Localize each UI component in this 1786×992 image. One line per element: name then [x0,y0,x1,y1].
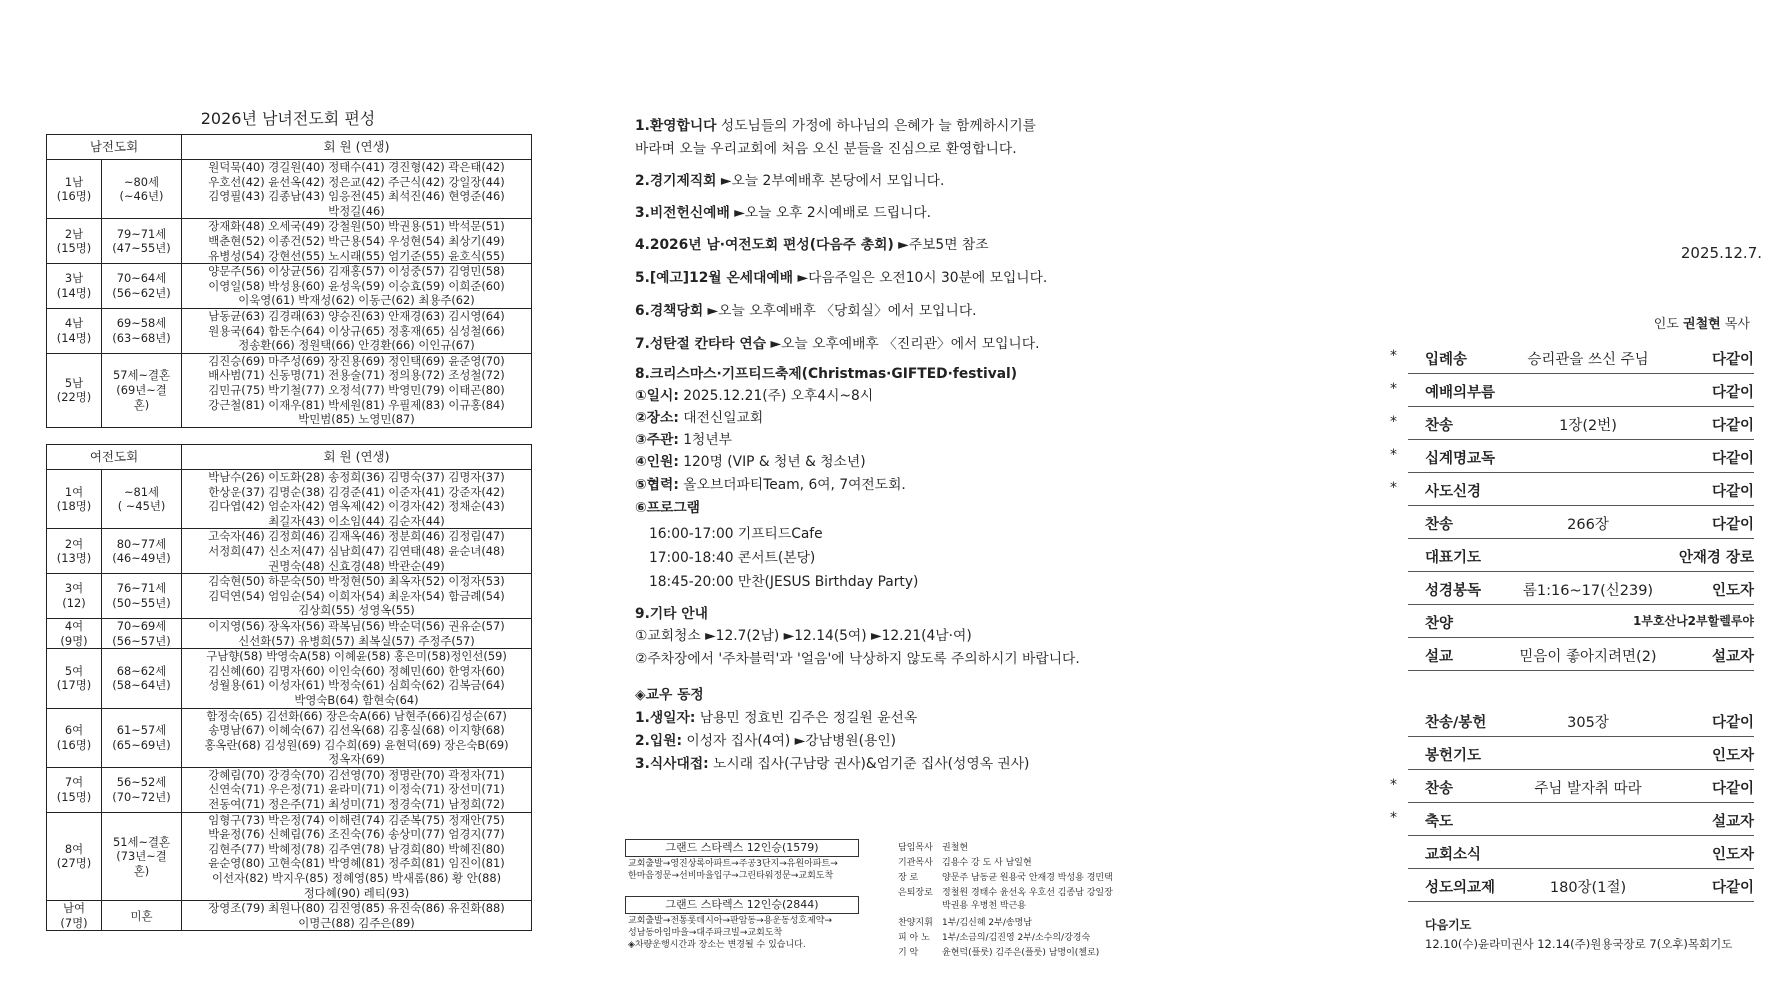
women-group: 6여 (16명) [47,708,102,767]
news-item: 1.생일자: 남용민 정효빈 김주은 정길원 윤선옥 [635,710,918,726]
men-group: 5남 (22명) [47,353,102,427]
women-row [47,618,532,648]
announcement-item: 6.경책당회 ►오늘 오후예배후 〈당회실〉에서 모입니다. [635,303,977,319]
women-row [47,470,532,529]
women-group: 4여 (9명) [47,618,102,648]
announcement-item: 2.경기제직회 ►오늘 2부예배후 본당에서 모입니다. [635,173,945,189]
festival-item-head: ⑥프로그램 [635,500,700,516]
order-item-detail: 180장(1절) [1549,880,1627,896]
order-item-name: 찬양 [1425,616,1454,632]
order-item-detail: 주님 발자취 따라 [1534,781,1642,797]
women-row [47,901,532,931]
order-item-detail: 롬1:16~17(신239) [1522,583,1654,599]
order-row [1390,439,1754,473]
announcement-item-head: 2.경기제직회 [635,173,717,189]
etc-item: ①교회청소 ►12.7(2남) ►12.14(5여) ►12.21(4남·여) [635,628,972,644]
order-row [1408,703,1754,737]
women-row [47,812,532,901]
order-item-name: 찬송/봉헌 [1425,715,1487,731]
order-item-leader: 인도자 [1711,847,1754,863]
announcement-item: 4.2026년 남·여전도회 편성(다음주 총회) ►주보5면 참조 [635,237,989,253]
leader-title: 목사 [1724,317,1750,332]
men-age: 79~71세 (47~55년) [102,219,182,264]
festival-item [635,496,700,516]
order-item-name: 찬송 [1425,517,1454,533]
men-row [47,219,532,264]
etc-title-head: 9.기타 안내 [635,606,708,622]
festival-item-head: ②장소: [635,410,679,426]
order-item-name: 교회소식 [1425,847,1482,863]
order-item-leader: 다같이 [1711,517,1754,533]
announcement-item-head: 6.경책당회 [635,303,704,319]
staff-role: 기관목사 [898,858,933,868]
order-item-name: 성경봉독 [1425,583,1482,599]
order-item-leader: 다같이 [1711,715,1754,731]
bus-route-stops: 교회출발→전통롯데시아→판암동→용운동성호제약→ 성남동아임마을→대주파크빌→교회도착 ◈차량운행시간과 장소는 변경될 수 있습니다. [628,916,833,950]
women-row [47,574,532,619]
order-item-leader: 다같이 [1711,781,1754,797]
order-item-name: 입례송 [1425,352,1468,368]
order-item-leader: 설교자 [1711,814,1754,830]
staff-names: 박권용 우병천 박근용 [942,901,1026,911]
order-row [1390,769,1754,803]
staff-row [898,917,1032,930]
women-group: 8여 (27명) [47,812,102,901]
announcement-item: 7.성탄절 칸타타 연습 ►오늘 오후예배후 〈진리관〉에서 모입니다. [635,336,1040,352]
staff-names: 1부/소금의/김진영 2부/소수의/강경숙 [942,933,1091,943]
men-age: 69~58세 (63~68년) [102,308,182,353]
men-members: 양문주(56) 이상균(56) 김재홍(57) 이성중(57) 김영민(58) 이영일(58) 박성용(60) 윤성욱(59) 이승효(59) 이희준(60) 이욱영(61) 박재성(62) 이동근(62) 최용주(62) [182,264,532,309]
men-members: 남동균(63) 김경래(63) 양승진(63) 안재경(63) 김시영(64) 원용국(64) 함돈수(64) 이상규(65) 정홍재(65) 심성철(66) 정송환(66) 정원택(66) 안경환(66) 이인규(67) [182,308,532,353]
women-row [47,529,532,574]
news-title-head: ◈교우 동정 [635,687,704,703]
staff-row [898,932,1090,945]
next-prayer: 12.10(수)윤라미권사 12.14(주)원용국장로 7(오후)목회기도 [1425,937,1733,951]
men-row [47,264,532,309]
staff-role: 장 로 [898,873,919,883]
order-item-leader: 1부호산나2부할렐루야 [1632,614,1754,628]
women-group: 5여 (17명) [47,649,102,708]
women-age: 미혼 [102,901,182,931]
required-star: * [1390,777,1397,793]
staff-row [898,947,1099,960]
bus-route-stops: 교회출발→영진상록아파트→주공3단지→유원아파트→ 한마음정문→선비마을입구→그린타워정문→교회도착 [628,859,838,881]
announcement-item-head: 3.비전헌신예배 [635,205,730,221]
news-item-head: 1.생일자: [635,710,696,726]
women-members: 고숙자(46) 김정희(46) 김재옥(46) 정분희(46) 김정림(47) 서정희(47) 신소저(47) 심남희(47) 김연태(48) 윤순녀(48) 권명숙(48) 신효경(48) 박관순(49) [182,529,532,574]
women-row [47,767,532,812]
festival-item: ④인원: 120명 (VIP & 청년 & 청소년) [635,454,866,470]
staff-row [898,857,1032,870]
order-row [1408,571,1754,605]
order-row [1408,736,1754,770]
announcement-item: 3.비전헌신예배 ►오늘 오후 2시예배로 드립니다. [635,205,932,221]
women-group: 1여 (18명) [47,470,102,529]
program-item: 16:00-17:00 기프티드Cafe [649,526,823,542]
order-item-name: 찬송 [1425,781,1454,797]
order-row [1390,340,1754,374]
order-item-leader: 다같이 [1711,484,1754,500]
order-row [1390,406,1754,440]
festival-item: ⑤협력: 올오브더파티Team, 6여, 7여전도회. [635,477,906,493]
women-group: 남여 (7명) [47,901,102,931]
order-item-name: 축도 [1425,814,1454,830]
festival-item: ③주관: 1청년부 [635,432,733,448]
order-item-name: 사도신경 [1425,484,1482,500]
staff-row [898,887,1113,900]
news-item-head: 3.식사대접: [635,756,709,772]
required-star: * [1390,348,1397,364]
announcement-item: 5.[예고]12월 온세대예배 ►다음주일은 오전10시 30분에 모입니다. [635,270,1048,286]
women-age: 56~52세 (70~72년) [102,767,182,812]
news-item: 3.식사대접: 노시래 집사(구남랑 권사)&엄기준 집사(성영옥 권사) [635,756,1030,772]
women-members: 이지영(56) 장옥자(56) 곽복님(56) 박순덕(56) 권유순(57) 신선화(57) 유병희(57) 최복실(57) 주정주(57) [182,618,532,648]
announcement-item-head: 8.크리스마스·기프티드축제(Christmas·GIFTED·festival) [635,366,1018,382]
bus-route-title: 그랜드 스타렉스 12인승(2844) [625,896,859,914]
announcement-item [635,362,1017,382]
staff-role: 기 악 [898,948,919,958]
women-row [47,649,532,708]
order-item-leader: 다같이 [1711,385,1754,401]
required-star: * [1390,414,1397,430]
staff-role: 담임목사 [898,843,933,853]
order-item-leader: 다같이 [1711,880,1754,896]
staff-names: 정철원 경태수 윤선옥 우호선 김종남 강일장 [942,888,1113,898]
order-item-leader: 인도자 [1711,583,1754,599]
women-age: 76~71세 (50~55년) [102,574,182,619]
men-age: 57세~결혼 (69년~결 혼) [102,353,182,427]
order-item-leader: 다같이 [1711,451,1754,467]
festival-item-head: ⑤협력: [635,477,679,493]
order-row [1408,637,1754,671]
women-group: 2여 (13명) [47,529,102,574]
men-header-group: 남전도회 [47,135,182,160]
women-age: 68~62세 (58~64년) [102,649,182,708]
news-item-head: 2.입원: [635,733,683,749]
festival-item: ②장소: 대전신일교회 [635,410,764,426]
order-row [1390,373,1754,407]
etc-item: ②주차장에서 '주차블럭'과 '얼음'에 낙상하지 않도록 주의하시기 바랍니다. [635,651,1080,667]
festival-item: ①일시: 2025.12.21(주) 오후4시~8시 [635,388,874,404]
staff-names: 양문주 남동균 원용국 안재경 박성용 경민택 [942,873,1113,883]
men-group: 1남 (16명) [47,160,102,219]
women-members: 박남수(26) 이도화(28) 송정희(36) 김명숙(37) 김명자(37) 한상운(37) 김명순(38) 김경준(41) 이준자(41) 강준자(42) 김다엽(42) 엄순자(42) 염옥제(42) 이경자(42) 정채순(43) 최길자(43) 이소임(44) 김순자(44) [182,470,532,529]
order-row [1408,538,1754,572]
festival-item-head: ③주관: [635,432,679,448]
men-group: 3남 (14명) [47,264,102,309]
order-item-name: 예배의부름 [1425,385,1496,401]
staff-row [898,900,1026,913]
required-star: * [1390,381,1397,397]
men-row [47,160,532,219]
roster-title: 2026년 남녀전도회 편성 [200,109,376,128]
announcement-item-head: 4.2026년 남·여전도회 편성(다음주 총회) [635,237,894,253]
order-row [1390,472,1754,506]
order-row [1408,868,1754,902]
order-item-leader: 설교자 [1711,649,1754,665]
order-row [1408,835,1754,869]
leader-name: 권철현 [1683,317,1721,332]
order-item-name: 성도의교제 [1425,880,1496,896]
announcement-item-head: 1.환영합니다 [635,118,717,134]
women-age: ~81세 ( ~45년) [102,470,182,529]
men-members: 원덕묵(40) 경길원(40) 정태수(41) 경진형(42) 곽은태(42) 우호선(42) 윤선옥(42) 정은교(42) 주근식(42) 강일장(44) 김영필(43) 김종남(43) 임응전(45) 최석진(46) 현영준(46) 박정길(46) [182,160,532,219]
women-members: 임형구(73) 박은정(74) 이해련(74) 김준복(75) 정재안(75) 박윤정(76) 신혜림(76) 조진숙(76) 송상미(77) 엄경지(77) 김현주(77) 박혜정(78) 김주연(78) 남경희(80) 박혜진(80) 윤순영(80) 고현숙(81) 박영혜(81) 정주희(81) 임진이(81) 이선자(82) 박지우(85) 정혜영(85) 박새롬(86) 황 안(88) 정다혜(90) 레티(93) [182,812,532,901]
women-group: 3여 (12) [47,574,102,619]
women-members: 함정숙(65) 김선화(66) 장은숙A(66) 남현주(66)김성순(67) 송명남(67) 이혜숙(67) 김선옥(68) 김홍실(68) 이지향(68) 홍옥란(68) 김성원(69) 김수희(69) 윤현덕(69) 장은숙B(69) 정옥자(69) [182,708,532,767]
men-header-members: 회 원 (연생) [182,135,532,160]
order-item-name: 대표기도 [1425,550,1482,566]
festival-item-head: ①일시: [635,388,679,404]
order-row [1408,505,1754,539]
leader-label: 인도 [1653,317,1679,332]
bulletin-date: 2025.12.7. [1680,244,1762,262]
women-header-members: 회 원 (연생) [182,445,532,470]
staff-role: 찬양지휘 [898,918,933,928]
news-item: 2.입원: 이성자 집사(4여) ►강남병원(용인) [635,733,897,749]
staff-row [898,872,1113,885]
order-row [1390,802,1754,836]
etc-title [635,602,708,622]
order-item-detail: 266장 [1567,517,1609,533]
women-group: 7여 (15명) [47,767,102,812]
order-item-detail: 승리관을 쓰신 주님 [1527,352,1649,368]
staff-names: 권철현 [942,843,969,853]
women-age: 61~57세 (65~69년) [102,708,182,767]
program-item: 17:00-18:40 콘서트(본당) [649,550,816,566]
men-age: 70~64세 (56~62년) [102,264,182,309]
news-title [635,683,704,703]
order-item-leader: 인도자 [1711,748,1754,764]
men-roster-table [46,134,532,428]
women-members: 장영조(79) 최원나(80) 김진영(85) 유진숙(86) 유진화(88) 이명근(88) 김주은(89) [182,901,532,931]
women-members: 김숙현(50) 하문숙(50) 박정현(50) 최옥자(52) 이정자(53) 김덕연(54) 엄임순(54) 이희자(54) 최운자(54) 함금례(54) 김상희(55) 성영옥(55) [182,574,532,619]
required-star: * [1390,447,1397,463]
men-group: 2남 (15명) [47,219,102,264]
bus-route-title: 그랜드 스타렉스 12인승(1579) [625,839,859,857]
next-prayer-title: 다음기도 [1425,918,1472,932]
order-item-name: 설교 [1425,649,1454,665]
men-members: 장재화(48) 오세국(49) 강철원(50) 박권용(51) 박석문(51) 백춘현(52) 이종건(52) 박근용(54) 우성현(54) 최상기(49) 유병성(54) 강현선(55) 노시래(55) 엄기준(55) 윤호식(55) [182,219,532,264]
required-star: * [1390,810,1397,826]
festival-item-head: ④인원: [635,454,679,470]
program-item: 18:45-20:00 만찬(JESUS Birthday Party) [649,574,919,590]
women-members: 구남향(58) 박영숙A(58) 이혜윤(58) 홍은미(58)정인선(59) 김신혜(60) 김명자(60) 이인숙(60) 정혜민(60) 한영자(60) 성월용(61) 이성자(61) 박정숙(61) 심희숙(62) 김복금(64) 박영숙B(64) 함현숙(64) [182,649,532,708]
order-item-name: 봉헌기도 [1425,748,1482,764]
women-age: 80~77세 (46~49년) [102,529,182,574]
men-group: 4남 (14명) [47,308,102,353]
staff-names: 윤현덕(플룻) 김주은(플룻) 남명이(첼로) [942,948,1100,958]
announcement-item: 바라며 오늘 우리교회에 처음 오신 분들을 진심으로 환영합니다. [635,141,1017,157]
staff-row [898,842,968,855]
women-header-group: 여전도회 [47,445,182,470]
women-members: 강혜림(70) 강경숙(70) 김선영(70) 정명란(70) 곽정자(71) 신연숙(71) 우은정(71) 윤라미(71) 이정숙(71) 장선미(71) 전동여(71) 정은주(71) 최성미(71) 정경숙(71) 남정희(72) [182,767,532,812]
men-row [47,353,532,427]
worship-leader [1654,313,1750,332]
announcement-item-head: 5.[예고]12월 온세대예배 [635,270,794,286]
men-row [47,308,532,353]
staff-role: 은퇴장로 [898,888,933,898]
men-age: ~80세 (~46년) [102,160,182,219]
order-item-leader: 다같이 [1711,418,1754,434]
order-item-leader: 다같이 [1711,352,1754,368]
announcement-item-head: 7.성탄절 칸타타 연습 [635,336,767,352]
staff-names: 김용수 강 도 사 남일현 [942,858,1032,868]
required-star: * [1390,480,1397,496]
order-item-name: 십계명교독 [1425,451,1496,467]
staff-names: 1부/김신혜 2부/송명남 [942,918,1032,928]
order-item-leader: 안재경 장로 [1678,550,1754,566]
order-item-name: 찬송 [1425,418,1454,434]
order-row [1408,604,1754,638]
staff-role: 피 아 노 [898,933,930,943]
women-age: 51세~결혼 (73년~결 혼) [102,812,182,901]
women-age: 70~69세 (56~57년) [102,618,182,648]
order-item-detail: 305장 [1567,715,1609,731]
order-item-detail: 1장(2번) [1559,418,1617,434]
women-roster-table [46,444,532,931]
men-members: 김진승(69) 마주성(69) 장진용(69) 정인택(69) 윤준영(70) 배사범(71) 신동명(71) 전용술(71) 정의용(72) 조성철(72) 김민규(75) 박기철(77) 오정석(77) 박영민(79) 이태곤(80) 강근철(81) 이재우(81) 박세원(81) 우필제(83) 이규홍(84) 박민범(85) 노영민(87) [182,353,532,427]
women-row [47,708,532,767]
announcement-item: 1.환영합니다 성도님들의 가정에 하나님의 은혜가 늘 함께하시기를 [635,118,1037,134]
order-item-detail: 믿음이 좋아지려면(2) [1519,649,1657,665]
